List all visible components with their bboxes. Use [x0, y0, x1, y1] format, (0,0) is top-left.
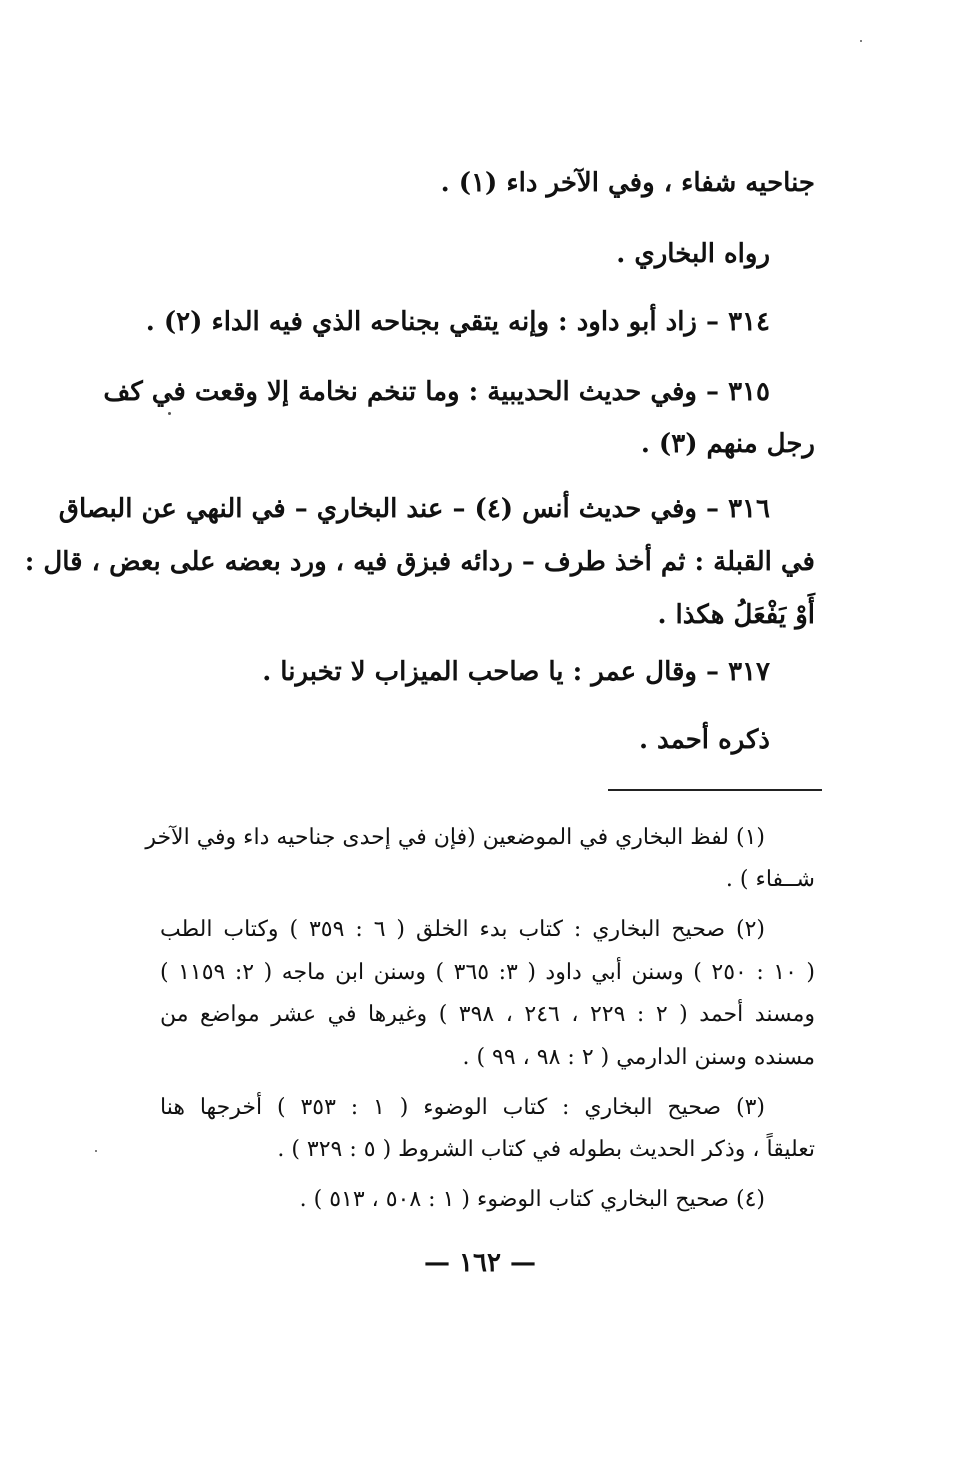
footnote-4: (٤) صحيح البخاري كتاب الوضوء ( ١ : ٥٠٨ ، ٥١٣ ) .: [299, 1187, 765, 1212]
scan-speck: [168, 412, 171, 415]
footnote-divider: [608, 789, 822, 791]
footnote-1: (١) لفظ البخاري في الموضعين (فإن في إحدى جناحيه داء وفي الآخر: [145, 825, 765, 850]
text-line: في القبلة : ثم أخذ طرف – ردائه فبزق فيه ، ورد بعضه على بعض ، قال :: [24, 547, 815, 577]
footnote-3: (٣) صحيح البخاري : كتاب الوضوء ( ١ : ٣٥٣ ) أخرجها هنا: [160, 1095, 765, 1120]
footnote-line: ( ١٠ : ٢٥٠ ) وسنن أبي داود ( ٣: ٣٦٥ ) وسنن ابن ماجه ( ٢: ١١٥٩ ): [160, 960, 816, 985]
footnote-line: تعليقاً ، وذكر الحديث بطوله في كتاب الشروط ( ٥ : ٣٢٩ ) .: [277, 1137, 815, 1162]
page-number: — ١٦٢ —: [423, 1248, 537, 1278]
hadith-315: ٣١٥ – وفي حديث الحديبية : وما تنخم نخامة إلا وقعت في كف: [103, 377, 770, 407]
footnote-line: شــفاء ) .: [725, 867, 815, 892]
footnote-2: (٢) صحيح البخاري : كتاب بدء الخلق ( ٦ : ٣٥٩ ) وكتاب الطب: [160, 917, 765, 942]
text-line: رجل منهم (٣) .: [640, 429, 815, 459]
scan-speck: [860, 40, 862, 42]
text-line: ذكره أحمد .: [638, 725, 770, 755]
footnote-line: ومسند أحمد ( ٢ : ٢٢٩ ، ٢٤٦ ، ٣٩٨ ) وغيرها في عشر مواضع من: [160, 1002, 815, 1027]
hadith-317: ٣١٧ – وقال عمر : يا صاحب الميزاب لا تخبرنا .: [262, 657, 770, 687]
hadith-314: ٣١٤ – زاد أبو داود : وإنه يتقي بجناحه الذي فيه الداء (٢) .: [145, 307, 770, 337]
hadith-316: ٣١٦ – وفي حديث أنس (٤) – عند البخاري – في النهي عن البصاق: [58, 494, 770, 524]
text-line: رواه البخاري .: [616, 239, 770, 269]
scan-speck: [95, 1150, 97, 1152]
footnote-line: مسنده وسنن الدارمي ( ٢ : ٩٨ ، ٩٩ ) .: [462, 1045, 815, 1070]
text-line: أَوْ يَفْعَلُ هكذا .: [657, 600, 815, 630]
text-line: جناحيه شفاء ، وفي الآخر داء (١) .: [440, 168, 815, 198]
